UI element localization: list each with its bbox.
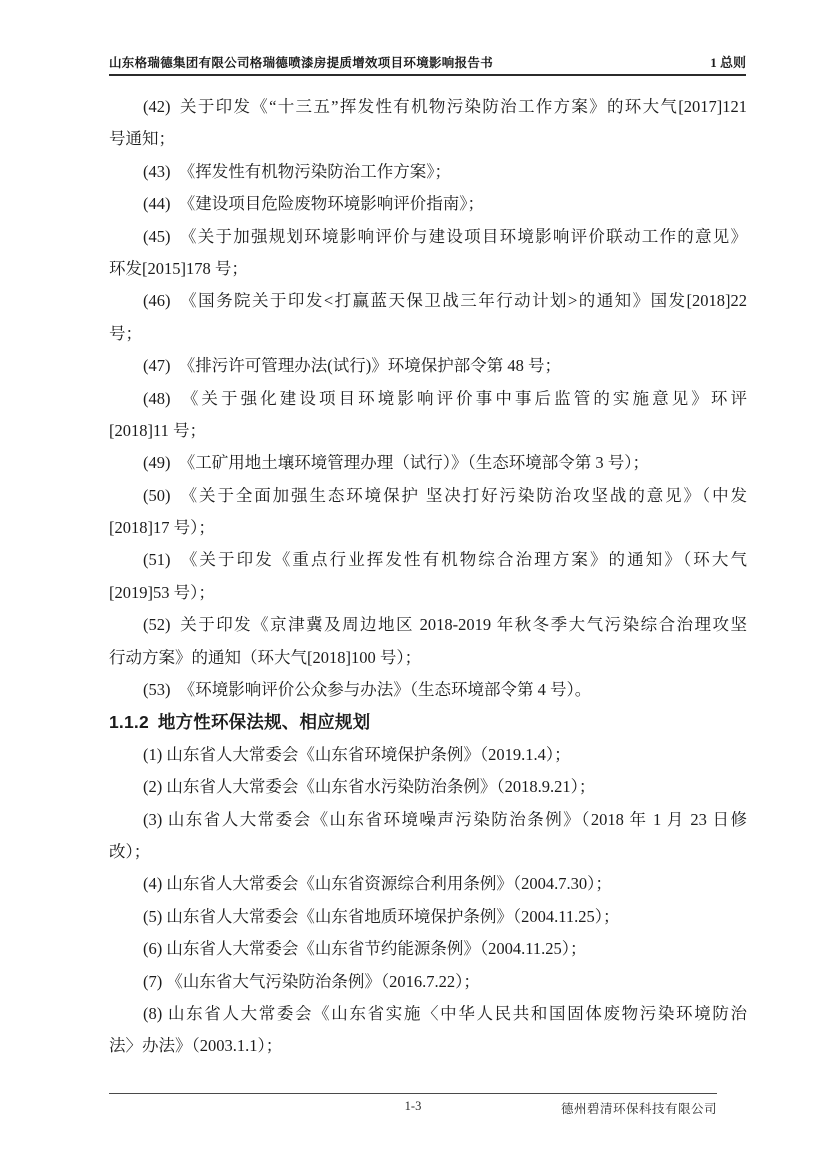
body-line: (1) 山东省人大常委会《山东省环境保护条例》（2019.1.4）； [143,744,571,764]
body-line: (48) 《关于强化建设项目环境影响评价事中事后监管的实施意见》环评 [143,388,747,408]
body-line: 改）； [109,841,151,861]
body-line: (3) 山东省人大常委会《山东省环境噪声污染防治条例》（2018 年 1 月 23 日修 [143,809,747,829]
body-line: [2018]11 号； [109,420,207,440]
body-line: (45) 《关于加强规划环境影响评价与建设项目环境影响评价联动工作的意见》 [143,226,747,246]
body-line: (7) 《山东省大气污染防治条例》（2016.7.22）； [143,971,480,991]
body-line: (49) 《工矿用地土壤环境管理办理（试行）》（生态环境部令第 3 号）； [143,453,649,473]
body-line: (4) 山东省人大常委会《山东省资源综合利用条例》（2004.7.30）； [143,874,612,894]
body-line: (52) 关于印发《京津冀及周边地区 2018-2019 年秋冬季大气污染综合治理攻坚 [143,615,747,635]
page-header [109,42,746,76]
header-chapter-label: 1 总则 [710,55,746,70]
body-line: (47) 《排污许可管理办法(试行)》环境保护部令第 48 号； [143,356,561,376]
body-line: 法〉办法》（2003.1.1）； [109,1036,283,1056]
body-line: (44) 《建设项目危险废物环境影响评价指南》； [143,194,484,214]
body-line: [2018]17 号）； [109,518,215,538]
body-line: (6) 山东省人大常委会《山东省节约能源条例》（2004.11.25）； [143,939,587,959]
body-line: (42) 关于印发《“十三五”挥发性有机物污染防治工作方案》的环大气[2017]121 [143,97,747,116]
body-line: (53) 《环境影响评价公众参与办法》（生态环境部令第 4 号）。 [143,680,592,700]
body-line: 号； [109,323,142,343]
page-number: 1-3 [404,1099,422,1113]
body-line: (51) 《关于印发《重点行业挥发性有机物综合治理方案》的通知》（环大气 [143,550,747,570]
body-line: (50) 《关于全面加强生态环境保护 坚决打好污染防治攻坚战的意见》（中发 [143,485,747,505]
body-line: 环发[2015]178 号； [109,258,248,278]
body-line: (2) 山东省人大常委会《山东省水污染防治条例》（2018.9.21）； [143,777,596,797]
document-body [109,91,747,1063]
page-footer [109,1093,717,1119]
body-line: (8) 山东省人大常委会《山东省实施〈中华人民共和国固体废物污染环境防治 [143,1003,747,1023]
body-line: (43) 《挥发性有机物污染防治工作方案》； [143,161,451,181]
body-line: 行动方案》的通知（环大气[2018]100 号）； [109,647,422,667]
body-line: (5) 山东省人大常委会《山东省地质环境保护条例》（2004.11.25）； [143,906,620,926]
body-line: 号通知； [109,129,175,149]
section-heading-1-1-2: 1.1.2 地方性环保法规、相应规划 [109,712,371,733]
body-line: (46) 《国务院关于印发<打赢蓝天保卫战三年行动计划>的通知》国发[2018]22 [143,291,747,311]
header-doc-title: 山东格瑞德集团有限公司格瑞德喷漆房提质增效项目环境影响报告书 [109,56,494,70]
body-line: [2019]53 号）； [109,582,215,602]
footer-company-name: 德州碧清环保科技有限公司 [560,1102,717,1116]
